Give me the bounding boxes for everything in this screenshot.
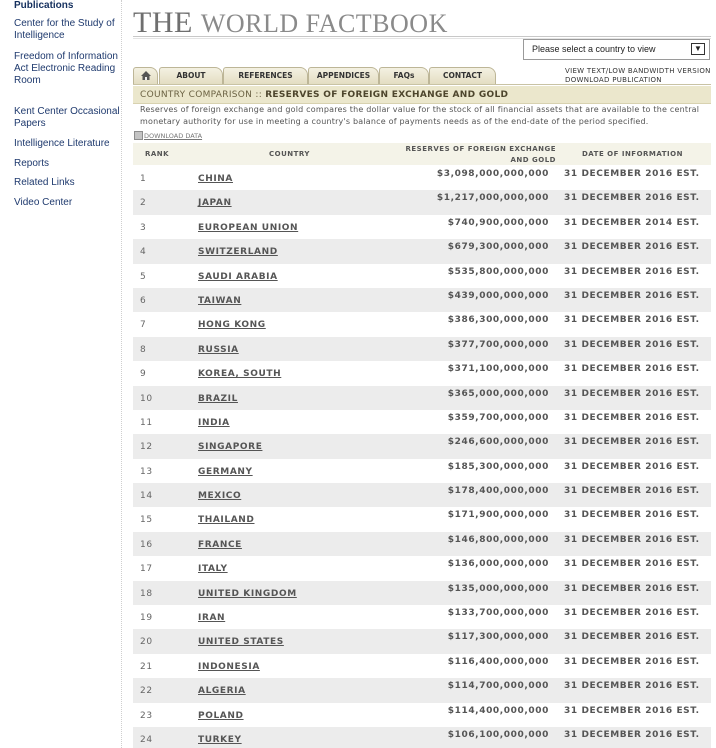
date-of-information: 31 DECEMBER 2016 EST. xyxy=(564,534,700,545)
reserves-value: $439,000,000,000 xyxy=(447,290,549,301)
table-row xyxy=(133,361,711,385)
country-link[interactable]: CHINA xyxy=(198,174,233,184)
column-header-reserves-line2: AND GOLD xyxy=(510,156,556,164)
country-link[interactable]: BRAZIL xyxy=(198,393,238,404)
reserves-value: $679,300,000,000 xyxy=(447,242,549,253)
reserves-value: $1,217,000,000,000 xyxy=(436,193,549,204)
tab-about[interactable]: ABOUT xyxy=(159,67,223,84)
table-row xyxy=(133,507,711,531)
rank-cell: 6 xyxy=(140,295,147,306)
download-icon xyxy=(134,131,143,140)
table-row xyxy=(133,556,711,580)
ranking-table-body xyxy=(133,166,711,748)
column-header-reserves-line1: RESERVES OF FOREIGN EXCHANGE xyxy=(405,145,556,153)
reserves-value: $365,000,000,000 xyxy=(447,388,549,399)
country-link[interactable]: TAIWAN xyxy=(198,295,242,306)
rank-cell: 15 xyxy=(140,515,153,526)
page-title: RESERVES OF FOREIGN EXCHANGE AND GOLD xyxy=(265,90,509,100)
country-select-label: Please select a country to view xyxy=(532,44,656,54)
date-of-information: 31 DECEMBER 2016 EST. xyxy=(564,486,700,497)
reserves-value: $740,900,000,000 xyxy=(447,217,549,228)
rank-cell: 20 xyxy=(140,637,153,648)
left-sidebar xyxy=(0,0,122,748)
country-link[interactable]: TURKEY xyxy=(198,734,242,745)
rank-cell: 22 xyxy=(140,686,153,697)
rank-cell: 24 xyxy=(140,734,153,745)
table-row xyxy=(133,459,711,483)
table-row xyxy=(133,703,711,727)
rank-cell: 1 xyxy=(140,174,147,184)
country-link[interactable]: JAPAN xyxy=(198,198,232,209)
sidebar-link[interactable]: Freedom of Information Act Electronic Reading Room xyxy=(14,51,118,86)
country-link[interactable]: GERMANY xyxy=(198,466,253,477)
date-of-information: 31 DECEMBER 2016 EST. xyxy=(564,315,700,326)
rank-cell: 21 xyxy=(140,661,153,672)
country-link[interactable]: ITALY xyxy=(198,564,228,575)
country-select-dropdown[interactable] xyxy=(523,39,710,60)
reserves-value: $146,800,000,000 xyxy=(447,534,549,545)
reserves-value: $371,100,000,000 xyxy=(447,364,549,375)
date-of-information: 31 DECEMBER 2016 EST. xyxy=(564,729,700,740)
home-icon xyxy=(141,71,151,80)
country-link[interactable]: EUROPEAN UNION xyxy=(198,222,299,233)
table-row xyxy=(133,727,711,748)
date-of-information: 31 DECEMBER 2016 EST. xyxy=(564,412,700,423)
column-header-reserves[interactable] xyxy=(405,144,556,166)
title-prefix: COUNTRY COMPARISON :: xyxy=(140,90,266,100)
table-row xyxy=(133,166,711,190)
reserves-value: $178,400,000,000 xyxy=(447,486,549,497)
reserves-value: $135,000,000,000 xyxy=(447,583,549,594)
table-row xyxy=(133,264,711,288)
table-row xyxy=(133,605,711,629)
country-link[interactable]: SWITZERLAND xyxy=(198,247,278,258)
download-publication-link[interactable]: DOWNLOAD PUBLICATION xyxy=(565,76,662,84)
date-of-information: 31 DECEMBER 2016 EST. xyxy=(564,608,700,619)
country-link[interactable]: INDONESIA xyxy=(198,661,260,672)
date-of-information: 31 DECEMBER 2016 EST. xyxy=(564,339,700,350)
reserves-value: $3,098,000,000,000 xyxy=(436,169,549,179)
country-link[interactable]: UNITED STATES xyxy=(198,637,284,648)
table-row xyxy=(133,434,711,458)
date-of-information: 31 DECEMBER 2016 EST. xyxy=(564,388,700,399)
reserves-value: $117,300,000,000 xyxy=(447,632,549,643)
table-row xyxy=(133,483,711,507)
download-data-label: DOWNLOAD DATA xyxy=(144,132,203,140)
date-of-information: 31 DECEMBER 2016 EST. xyxy=(564,461,700,472)
rank-cell: 5 xyxy=(140,271,147,282)
country-link[interactable]: UNITED KINGDOM xyxy=(198,588,297,599)
table-row xyxy=(133,337,711,361)
country-link[interactable]: POLAND xyxy=(198,710,244,721)
tab-appendices[interactable]: APPENDICES xyxy=(308,67,379,84)
column-header-rank[interactable]: RANK xyxy=(145,150,170,158)
sidebar-link[interactable]: Center for the Study of Intelligence xyxy=(14,18,115,41)
country-link[interactable]: MEXICO xyxy=(198,491,242,502)
date-of-information: 31 DECEMBER 2016 EST. xyxy=(564,169,700,179)
world-factbook-logo[interactable] xyxy=(133,6,448,40)
rank-cell: 2 xyxy=(140,198,147,209)
table-row xyxy=(133,312,711,336)
page-title-bar xyxy=(133,86,711,104)
rank-cell: 14 xyxy=(140,491,153,502)
chevron-down-icon[interactable]: ▼ xyxy=(691,43,705,55)
reserves-value: $386,300,000,000 xyxy=(447,315,549,326)
table-row xyxy=(133,410,711,434)
reserves-value: $246,600,000,000 xyxy=(447,437,549,448)
reserves-value: $136,000,000,000 xyxy=(447,559,549,570)
country-link[interactable]: HONG KONG xyxy=(198,320,266,331)
table-row xyxy=(133,288,711,312)
rank-cell: 12 xyxy=(140,442,153,453)
rank-cell: 4 xyxy=(140,247,147,258)
date-of-information: 31 DECEMBER 2016 EST. xyxy=(564,559,700,570)
rank-cell: 7 xyxy=(140,320,147,331)
date-of-information: 31 DECEMBER 2016 EST. xyxy=(564,510,700,521)
column-header-country[interactable]: COUNTRY xyxy=(269,150,310,158)
reserves-value: $114,400,000,000 xyxy=(447,705,549,716)
rank-cell: 8 xyxy=(140,344,147,355)
sidebar-link[interactable]: Publications xyxy=(14,0,74,11)
country-link[interactable]: INDIA xyxy=(198,417,230,428)
country-link[interactable]: SINGAPORE xyxy=(198,442,263,453)
country-link[interactable]: ALGERIA xyxy=(198,686,246,697)
rank-cell: 23 xyxy=(140,710,153,721)
tab-faqs[interactable]: FAQs xyxy=(379,67,429,84)
reserves-value: $377,700,000,000 xyxy=(447,339,549,350)
date-of-information: 31 DECEMBER 2016 EST. xyxy=(564,193,700,204)
column-header-date[interactable]: DATE OF INFORMATION xyxy=(582,150,683,158)
date-of-information: 31 DECEMBER 2016 EST. xyxy=(564,583,700,594)
rank-cell: 17 xyxy=(140,564,153,575)
date-of-information: 31 DECEMBER 2016 EST. xyxy=(564,242,700,253)
reserves-value: $106,100,000,000 xyxy=(447,729,549,740)
rank-cell: 9 xyxy=(140,369,147,380)
text-version-link[interactable]: VIEW TEXT/LOW BANDWIDTH VERSION xyxy=(565,67,711,75)
logo-the: THE xyxy=(133,6,201,39)
table-row xyxy=(133,239,711,263)
text-links xyxy=(565,67,711,85)
reserves-value: $535,800,000,000 xyxy=(447,266,549,277)
date-of-information: 31 DECEMBER 2016 EST. xyxy=(564,290,700,301)
date-of-information: 31 DECEMBER 2016 EST. xyxy=(564,632,700,643)
sidebar-link[interactable]: Kent Center Occasional Papers xyxy=(14,106,120,129)
download-data-link[interactable] xyxy=(134,131,202,140)
date-of-information: 31 DECEMBER 2016 EST. xyxy=(564,705,700,716)
sidebar-link[interactable]: Reports xyxy=(14,158,50,169)
rank-cell: 13 xyxy=(140,466,153,477)
reserves-value: $114,700,000,000 xyxy=(447,681,549,692)
table-row xyxy=(133,581,711,605)
date-of-information: 31 DECEMBER 2016 EST. xyxy=(564,681,700,692)
rank-cell: 19 xyxy=(140,613,153,624)
table-row xyxy=(133,386,711,410)
sidebar-link[interactable]: Intelligence Literature xyxy=(14,138,110,149)
country-link[interactable]: SAUDI ARABIA xyxy=(198,271,278,282)
country-link[interactable]: RUSSIA xyxy=(198,344,239,355)
country-link[interactable]: THAILAND xyxy=(198,515,255,526)
country-link[interactable]: FRANCE xyxy=(198,539,242,550)
rank-cell: 11 xyxy=(140,417,153,428)
rank-cell: 10 xyxy=(140,393,153,404)
country-link[interactable]: KOREA, SOUTH xyxy=(198,369,282,380)
table-row xyxy=(133,532,711,556)
table-row xyxy=(133,190,711,214)
date-of-information: 31 DECEMBER 2016 EST. xyxy=(564,266,700,277)
tab-home[interactable] xyxy=(133,67,158,84)
rank-cell: 18 xyxy=(140,588,153,599)
logo-title: WORLD FACTBOOK xyxy=(200,9,448,38)
sidebar-link[interactable]: Related Links xyxy=(14,177,75,188)
reserves-value: $116,400,000,000 xyxy=(447,656,549,667)
sidebar-link[interactable]: Video Center xyxy=(14,197,73,208)
reserves-value: $171,900,000,000 xyxy=(447,510,549,521)
table-row xyxy=(133,654,711,678)
rank-cell: 16 xyxy=(140,539,153,550)
table-header xyxy=(133,143,711,165)
reserves-value: $185,300,000,000 xyxy=(447,461,549,472)
reserves-value: $359,700,000,000 xyxy=(447,412,549,423)
country-link[interactable]: IRAN xyxy=(198,613,226,624)
table-row xyxy=(133,629,711,653)
table-row xyxy=(133,678,711,702)
rank-cell: 3 xyxy=(140,222,147,233)
tab-references[interactable]: REFERENCES xyxy=(223,67,308,84)
table-row xyxy=(133,215,711,239)
reserves-value: $133,700,000,000 xyxy=(447,608,549,619)
date-of-information: 31 DECEMBER 2014 EST. xyxy=(564,217,700,228)
field-description: Reserves of foreign exchange and gold compares the dollar value for the stock of all financial assets that are available to the central monetary authority for use in meeting a country's balance of payments needs as of the end-date of the period specified. xyxy=(140,105,700,126)
date-of-information: 31 DECEMBER 2016 EST. xyxy=(564,364,700,375)
date-of-information: 31 DECEMBER 2016 EST. xyxy=(564,437,700,448)
tab-contact[interactable]: CONTACT xyxy=(429,67,496,84)
date-of-information: 31 DECEMBER 2016 EST. xyxy=(564,656,700,667)
